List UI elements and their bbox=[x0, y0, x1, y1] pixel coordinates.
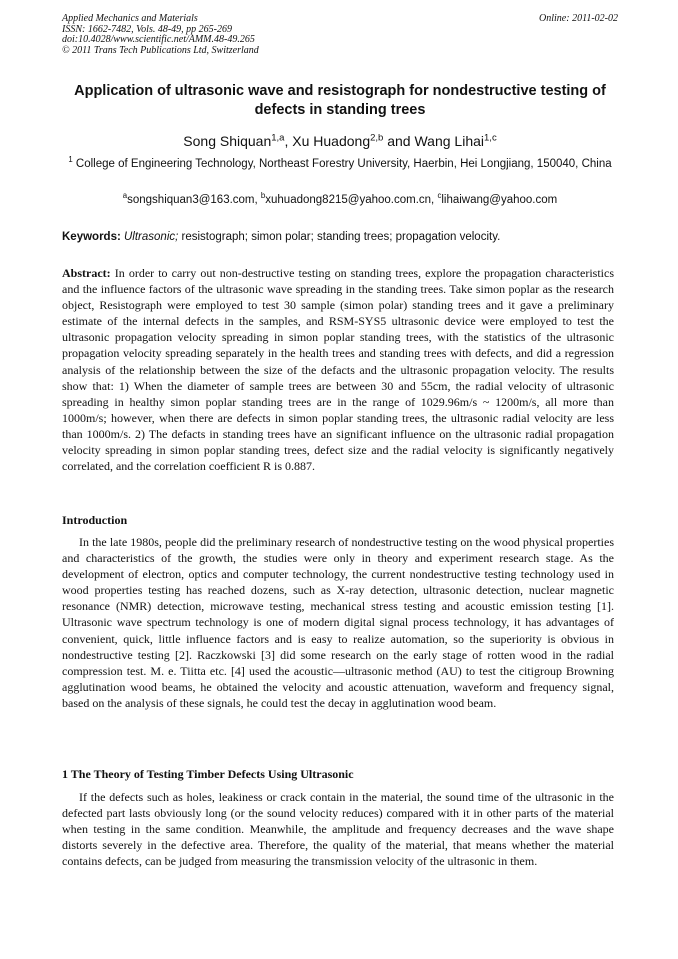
author-separator: , bbox=[284, 133, 293, 149]
email-address[interactable]: songshiquan3@163.com, bbox=[127, 194, 261, 206]
author-name: Wang Lihai bbox=[414, 133, 485, 149]
doi-line: doi:10.4028/www.scientific.net/AMM.48-49.265 bbox=[62, 34, 255, 45]
email-superscript: b bbox=[260, 191, 266, 201]
keyword-first: Ultrasonic; bbox=[124, 231, 179, 243]
email-superscript: a bbox=[122, 191, 128, 201]
section1-paragraph: If the defects such as holes, leakiness or crack contain in the material, the sound time of the ultrasonic in the defected part lasts obviously long (or the sound velocity reduces) compared with it in other parts of the material when testing in the same condition. Meanwhile, the amplitude and frequency decreases and the wave shape distorts severely in the defective area. Therefore, the quality of the material, that means whether the material contains defects, can be judged from measuring the transmission velocity of the ultrasonic in them. bbox=[62, 790, 614, 869]
author-name: Xu Huadong bbox=[292, 133, 371, 149]
affiliation-superscript: 1 bbox=[68, 155, 73, 165]
online-date: Online: 2011-02-02 bbox=[539, 13, 618, 24]
introduction-paragraph: In the late 1980s, people did the preliminary research of nondestructive testing on the wood physical properties and characteristics of the growth, the studies were only in theory and experiment research stage. As the development of electron, optics and computer technology, the current nondestructive testing technology used in wood properties testing has reached dozens, such as X-ray detection, ultrasonic detection, nuclear magnetic resonance (NMR) detection, microwave testing, mechanical stress testing and acoustic emission testing [1]. Ultrasonic wave spectrum technology is one of modern digital signal process technology, it has advantages of convenient, quick, little influence factors and is easy to realize automation, so the superiority is obvious in nondestructive testing [2]. Raczkowski [3] did some research on the early stage of rotten wood in the radial compression test. M. e. Tiitta etc. [4] used the acoustic—ultrasonic method (AU) to test the citigroup Browning agglutination wood beams, he obtained the velocity and acoustic attenuation, waveform and frequency signal, based on the analysis of these signals, he could test the decay in agglutination wood beam. bbox=[62, 535, 614, 710]
journal-header bbox=[62, 14, 618, 56]
keywords-rest: resistograph; simon polar; standing trees; propagation velocity. bbox=[178, 231, 501, 243]
introduction-heading: Introduction bbox=[62, 513, 128, 527]
author-separator: and bbox=[383, 133, 415, 149]
affiliation bbox=[62, 156, 618, 172]
abstract-label: Abstract: bbox=[62, 266, 111, 280]
issn-line: ISSN: 1662-7482, Vols. 48-49, pp 265-269 bbox=[62, 23, 232, 35]
email-address[interactable]: xuhuadong8215@yahoo.com.cn, bbox=[265, 194, 438, 206]
copyright-line: © 2011 Trans Tech Publications Ltd, Switzerland bbox=[62, 44, 259, 56]
author-name: Song Shiquan bbox=[183, 133, 272, 149]
abstract-text: In order to carry out non-destructive testing on standing trees, explore the propagation characteristics and the influence factors of the ultrasonic wave spreading in the standing trees. Take simon poplar as the research object, Resistograph were employed to test 30 sample (simon polar) standing trees and it gave a preliminary estimate of the internal defects in the samples, and RSM-SYS5 ultrasonic device were employed to test the ultrasonic propagation velocity spreading in simon poplar standing trees, with the statistics of the ultrasonic propagation velocity spreading separately in the health trees and standing trees with defects, and did a regression analysis of the relationship between the size of the defacts and the ultrasonic propagation velocity. The results show that: 1) When the diameter of sample trees are between 30 and 55cm, the radial velocity of ultrasonic spreading in healthy simon poplar standing trees are in the range of 1029.96m/s ~ 1200m/s, all more than 1000m/s; however, when there are defects in simon poplar standing trees, the ultrasonic radial velocity are less than 1000m/s. 2) The defacts in standing trees have an significant influence on the ultrasonic radial propagation velocity spreading in simon poplar standing trees, defect size and the radial velocity is significantly negatively correlated, and the correlation coefficient R is 0.887. bbox=[62, 266, 614, 474]
section1-heading: 1 The Theory of Testing Timber Defects Using Ultrasonic bbox=[62, 767, 354, 781]
email-superscript: c bbox=[437, 191, 442, 201]
author-list bbox=[62, 132, 618, 150]
author-superscript: 1,a bbox=[271, 132, 285, 144]
journal-name: Applied Mechanics and Materials bbox=[62, 13, 198, 24]
email-address[interactable]: lihaiwang@yahoo.com bbox=[441, 194, 558, 206]
abstract bbox=[62, 265, 614, 474]
email-list bbox=[62, 192, 618, 208]
keywords-label: Keywords: bbox=[62, 231, 121, 243]
paper-title: Application of ultrasonic wave and resistograph for nondestructive testing of defects in standing trees bbox=[74, 83, 606, 118]
affiliation-text: College of Engineering Technology, Northeast Forestry University, Haerbin, Hei Longjiang, 150040, China bbox=[72, 158, 612, 170]
author-superscript: 2,b bbox=[370, 132, 384, 144]
author-superscript: 1,c bbox=[484, 132, 497, 144]
keywords-line bbox=[62, 229, 618, 245]
